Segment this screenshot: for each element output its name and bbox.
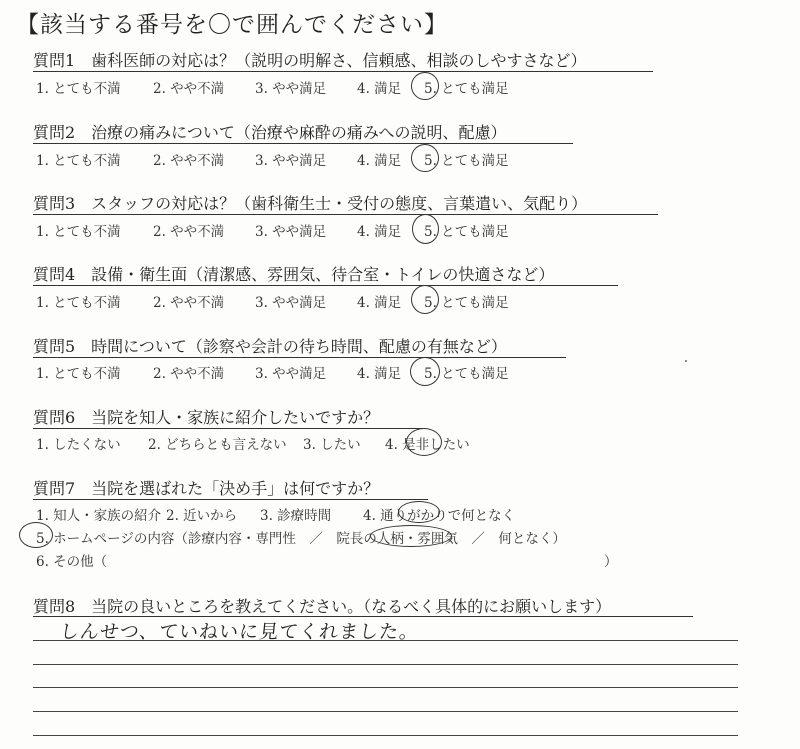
q1-option-2[interactable]: 2. やや不満 <box>153 81 225 97</box>
answer-line-2 <box>33 664 738 665</box>
q6-option-4[interactable]: 4. 是非したい <box>385 437 470 453</box>
answer-circle-q4 <box>411 285 439 314</box>
q7-option-2[interactable]: 2. 近いから <box>166 508 238 524</box>
question-2-text: 質問2 治療の痛みについて（治療や麻酔の痛みへの説明、配慮） <box>33 123 507 142</box>
q3-option-4[interactable]: 4. 満足 <box>357 224 402 240</box>
q4-option-1[interactable]: 1. とても不満 <box>36 295 121 311</box>
q1-option-5[interactable]: 5. とても満足 <box>424 81 509 97</box>
question-3-text: 質問3 スタッフの対応は？（歯科衛生士・受付の態度、言葉遣い、気配り） <box>33 194 588 213</box>
q5-option-3[interactable]: 3. やや満足 <box>255 366 327 382</box>
answer-line-3 <box>33 687 738 688</box>
q5-option-1[interactable]: 1. とても不満 <box>36 366 121 382</box>
answer-line-5 <box>33 735 738 736</box>
q4-option-3[interactable]: 3. やや満足 <box>255 295 327 311</box>
q2-option-1[interactable]: 1. とても不満 <box>36 153 121 169</box>
answer-line-1 <box>33 640 738 641</box>
question-7-options <box>36 504 515 524</box>
q6-option-2[interactable]: 2. どちらとも言えない <box>148 437 287 453</box>
q1-option-4[interactable]: 4. 満足 <box>357 81 402 97</box>
q5-option-2[interactable]: 2. やや不満 <box>153 366 225 382</box>
question-2-underline <box>33 143 573 144</box>
q7-option-6-close: ） <box>604 554 618 570</box>
q1-option-1[interactable]: 1. とても不満 <box>36 81 121 97</box>
answer-circle-q6 <box>406 428 442 456</box>
q2-option-2[interactable]: 2. やや不満 <box>153 153 225 169</box>
question-4-underline <box>33 285 618 286</box>
q3-option-1[interactable]: 1. とても不満 <box>36 224 121 240</box>
q7-option-6[interactable] <box>36 550 616 570</box>
question-1-text: 質問1 歯科医師の対応は？（説明の明解さ、信頼感、相談のしやすさなど） <box>33 51 587 70</box>
answer-circle-q7-b <box>19 522 53 548</box>
answer-circle-q3 <box>412 214 439 244</box>
q2-option-5[interactable]: 5. とても満足 <box>424 153 509 169</box>
question-7-underline <box>33 499 428 500</box>
scan-speck <box>685 360 687 362</box>
question-6-underline <box>33 428 423 429</box>
q2-option-3[interactable]: 3. やや満足 <box>255 153 327 169</box>
q7-option-3[interactable]: 3. 診療時間 <box>260 508 332 524</box>
q5-option-5[interactable]: 5. とても満足 <box>424 366 509 382</box>
q4-option-2[interactable]: 2. やや不満 <box>153 295 225 311</box>
q3-option-3[interactable]: 3. やや満足 <box>255 224 327 240</box>
q3-option-5[interactable]: 5. とても満足 <box>424 224 509 240</box>
q2-option-4[interactable]: 4. 満足 <box>357 153 402 169</box>
question-6-text: 質問6 当院を知人・家族に紹介したいですか？ <box>33 408 380 427</box>
answer-circle-q5 <box>410 357 440 386</box>
question-4-text: 質問4 設備・衛生面（清潔感、雰囲気、待合室・トイレの快適さなど） <box>33 265 555 284</box>
handwritten-answer: しんせつ、ていねいに見てくれました。 <box>58 621 421 643</box>
question-3-underline <box>33 214 658 215</box>
q4-option-4[interactable]: 4. 満足 <box>357 295 402 311</box>
answer-circle-q7-a <box>398 501 440 523</box>
answer-circle-q2 <box>411 144 439 172</box>
answer-circle-q7-c <box>370 525 452 547</box>
answer-line-4 <box>33 711 738 712</box>
q7-option-4[interactable]: 4. 通りがかりで何となく <box>363 508 516 524</box>
question-5-text: 質問5 時間について（診察や会計の待ち時間、配慮の有無など） <box>33 337 507 356</box>
q7-option-6-label: 6. その他（ <box>36 554 108 570</box>
answer-circle-q1 <box>411 72 439 100</box>
q5-option-4[interactable]: 4. 満足 <box>357 366 402 382</box>
q1-option-3[interactable]: 3. やや満足 <box>255 81 327 97</box>
q7-option-5[interactable]: 5. ホームページの内容（診療内容・専門性 ／ 院長の人柄・雰囲気 ／ 何となく） <box>36 531 566 547</box>
question-5-underline <box>33 357 566 358</box>
question-8-text: 質問8 当院の良いところを教えてください。（なるべく具体的にお願いします） <box>33 597 612 616</box>
question-6-options <box>36 433 470 453</box>
q3-option-2[interactable]: 2. やや不満 <box>153 224 225 240</box>
question-7-text: 質問7 当院を選ばれた「決め手」は何ですか？ <box>33 479 380 498</box>
question-1-underline <box>33 71 653 72</box>
q4-option-5[interactable]: 5. とても満足 <box>424 295 509 311</box>
q7-option-1[interactable]: 1. 知人・家族の紹介 <box>36 508 162 524</box>
form-title: 【該当する番号を〇で囲んでください】 <box>16 12 448 38</box>
q6-option-1[interactable]: 1. したくない <box>36 437 121 453</box>
q6-option-3[interactable]: 3. したい <box>303 437 361 453</box>
